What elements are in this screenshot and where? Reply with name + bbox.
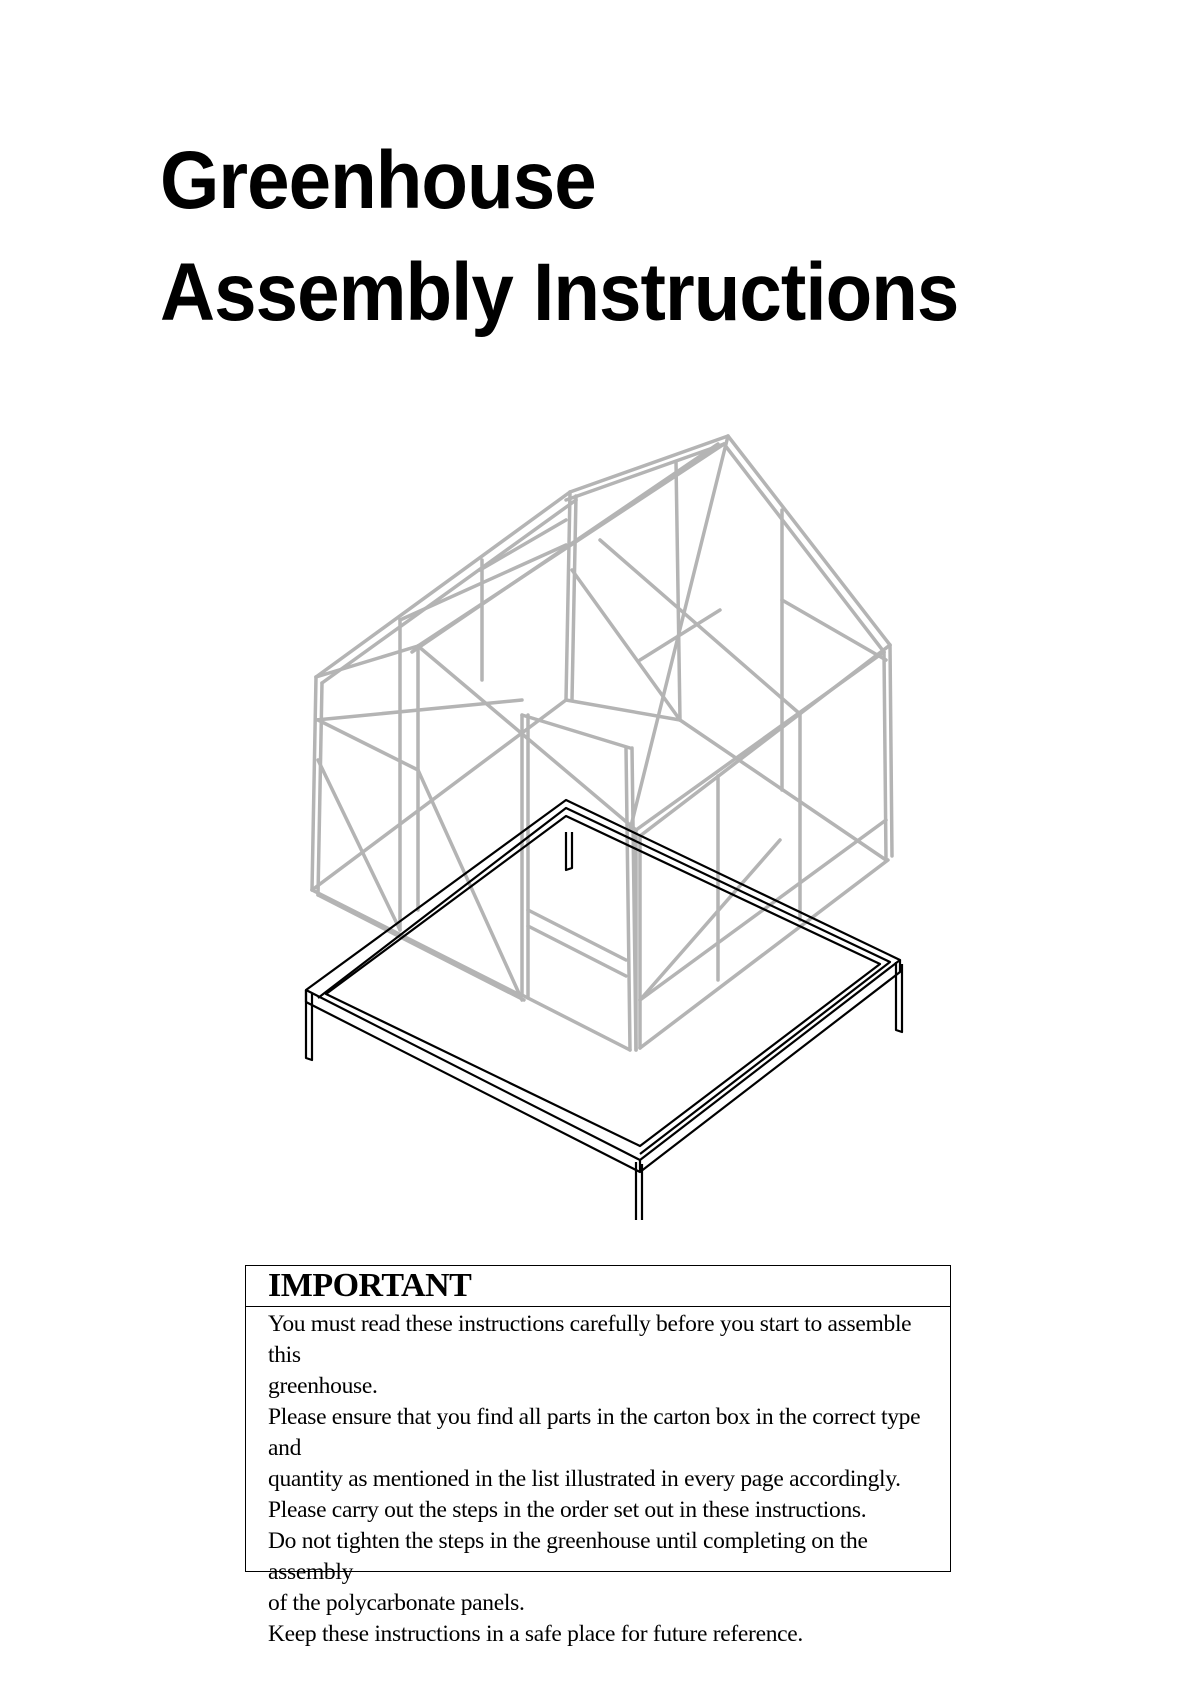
page-title xyxy=(160,125,958,349)
title-line-1: Greenhouse xyxy=(160,135,596,226)
greenhouse-base xyxy=(306,800,902,1220)
important-body xyxy=(246,1307,950,1650)
important-line: You must read these instructions carefully before you start to assemble this xyxy=(268,1311,912,1368)
important-line: of the polycarbonate panels. xyxy=(268,1590,525,1616)
important-line: Keep these instructions in a safe place for future reference. xyxy=(268,1621,803,1647)
important-notice-box xyxy=(245,1265,951,1647)
important-line: Do not tighten the steps in the greenhouse until completing on the assembly xyxy=(268,1528,868,1585)
important-line: greenhouse. xyxy=(268,1373,378,1399)
important-line: Please ensure that you find all parts in the carton box in the correct type and xyxy=(268,1404,921,1461)
important-line: Please carry out the steps in the order set out in these instructions. xyxy=(268,1497,867,1523)
greenhouse-frame xyxy=(312,436,892,1050)
title-line-2: Assembly Instructions xyxy=(160,247,959,338)
important-line: quantity as mentioned in the list illustrated in every page accordingly. xyxy=(268,1466,901,1492)
greenhouse-illustration xyxy=(280,420,920,1220)
important-heading: IMPORTANT xyxy=(246,1266,950,1307)
